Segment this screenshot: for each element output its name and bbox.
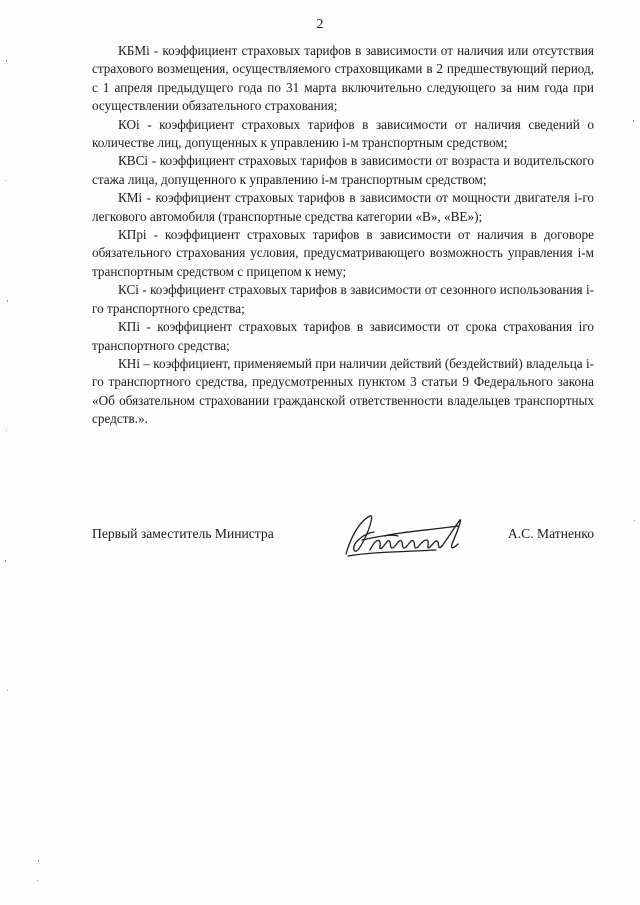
- page-number: 2: [316, 17, 324, 32]
- paragraph-ko: КОi - коэффициент страховых тарифов в зависимости от наличия сведений о количестве лиц, допущенных к управлению i-м транспортным средством;: [92, 116, 594, 151]
- paragraph-ks: КСi - коэффициент страховых тарифов в зависимости от сезонного использования i-го транспортного средства;: [92, 282, 594, 316]
- signatory-name: А.С. Матненко: [507, 526, 594, 541]
- signatory-title: Первый заместитель Министра: [92, 526, 274, 541]
- paragraph-kp: КПi - коэффициент страховых тарифов в зависимости от срока страхования iго транспортного средства;: [92, 319, 594, 353]
- signature-block: [92, 510, 594, 570]
- document-body: [92, 42, 594, 429]
- handwritten-signature-icon: [340, 510, 470, 560]
- paragraph-kpr: КПрi - коэффициент страховых тарифов в зависимости от наличия в договоре обязательного страхования условия, предусматривающего возможность управления i-м транспортным средством с прицепом к нему;: [92, 227, 594, 279]
- paragraph-kn: КНi – коэффициент, применяемый при наличии действий (бездействий) владельца i-го транспортного средства, предусмотренных пунктом 3 статьи 9 Федерального закона «Об обязательном страховании гражданской ответственности владельцев транспортных средств.».: [92, 355, 594, 427]
- paragraph-kbm: КБМi - коэффициент страховых тарифов в зависимости от наличия или отсутствия страхового возмещения, осуществляемого страховщиками в 2 предшествующий период, с 1 апреля предыдущего года по 31 марта включительно следующего за ним года при осуществлении обязательного страхования;: [92, 43, 594, 114]
- paragraph-kvs: КВСi - коэффициент страховых тарифов в зависимости от возраста и водительского стажа лица, допущенного к управлению i-м транспортным средством;: [92, 153, 594, 187]
- paragraph-km: КМi - коэффициент страховых тарифов в зависимости от мощности двигателя i-го легкового автомобиля (транспортные средства категории «В», «ВЕ»);: [92, 190, 594, 224]
